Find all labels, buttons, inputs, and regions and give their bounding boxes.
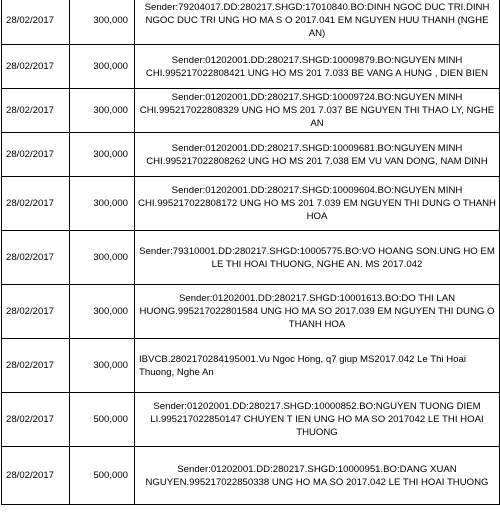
date-cell: 28/02/2017	[2, 89, 70, 133]
amount-cell: 300,000	[70, 285, 135, 339]
date-cell: 28/02/2017	[2, 231, 70, 285]
date-cell: 28/02/2017	[2, 339, 70, 393]
table-row	[2, 0, 500, 45]
amount-cell: 300,000	[70, 231, 135, 285]
amount-cell: 300,000	[70, 133, 135, 177]
description-cell: Sender:01202001.DD:280217.SHGD:10009724.BO:NGUYEN MINH CHI.995217022808329 UNG HO MS 201 7.037 BE NGUYEN THI THAO LY, NGHE AN	[135, 89, 500, 133]
amount-cell: 300,000	[70, 45, 135, 89]
date-cell: 28/02/2017	[2, 177, 70, 231]
description-cell: Sender:01202001.DD:280217.SHGD:10009604.BO:NGUYEN MINH CHI.995217022808172 UNG HO MS 201 7.039 EM NGUYEN THI DUNG O THANH HOA	[135, 177, 500, 231]
description-cell: Sender:79310001.DD:280217.SHGD:10005775.BO:VO HOANG SON.UNG HO EM LE THI HOAI THUONG, NGHE AN. MS 2017.042	[135, 231, 500, 285]
table-row	[2, 447, 500, 505]
date-cell: 28/02/2017	[2, 45, 70, 89]
table-row	[2, 231, 500, 285]
date-cell: 28/02/2017	[2, 0, 70, 45]
table-row	[2, 285, 500, 339]
table-row	[2, 339, 500, 393]
description-cell: Sender:01202001.DD:280217.SHGD:10001613.BO:DO THI LAN HUONG.995217022801584 UNG HO MA SO 2017.039 EM NGUYEN THI DUNG O THANH HOA	[135, 285, 500, 339]
amount-cell: 300,000	[70, 0, 135, 45]
date-cell: 28/02/2017	[2, 447, 70, 505]
transactions-table	[1, 0, 500, 505]
table-row	[2, 133, 500, 177]
description-cell: Sender:79204017.DD:280217.SHGD:17010840.BO:DINH NGOC DUC TRI.DINH NGOC DUC TRI UNG HO MA S O 2017.041 EM NGUYEN HUU THANH (NGHE AN)	[135, 0, 500, 45]
amount-cell: 300,000	[70, 339, 135, 393]
date-cell: 28/02/2017	[2, 285, 70, 339]
table-row	[2, 393, 500, 447]
description-cell: Sender:01202001.DD:280217.SHGD:10009681.BO:NGUYEN MINH CHI.995217022808262 UNG HO MS 201 7.038 EM VU VAN DONG, NAM DINH	[135, 133, 500, 177]
amount-cell: 300,000	[70, 177, 135, 231]
description-cell: Sender:01202001.DD:280217.SHGD:10000852.BO:NGUYEN TUONG DIEM LI.995217022850147 CHUYEN T IEN UNG HO MA SO 2017042 LE THI HOAI THUONG	[135, 393, 500, 447]
description-cell: IBVCB.2802170284195001.Vu Ngoc Hong, q7 giup MS2017.042 Le Thi Hoai Thuong, Nghe An	[135, 339, 500, 393]
amount-cell: 300,000	[70, 89, 135, 133]
table-row	[2, 89, 500, 133]
description-cell: Sender:01202001.DD:280217.SHGD:10000951.BO:DANG XUAN NGUYEN.995217022850338 UNG HO MA SO 2017.042 LE THI HOAI THUONG	[135, 447, 500, 505]
date-cell: 28/02/2017	[2, 393, 70, 447]
table-row	[2, 177, 500, 231]
date-cell: 28/02/2017	[2, 133, 70, 177]
table-row	[2, 45, 500, 89]
description-cell: Sender:01202001.DD:280217.SHGD:10009879.BO:NGUYEN MINH CHI.995217022808421 UNG HO MS 201 7.033 BE VANG A HUNG , DIEN BIEN	[135, 45, 500, 89]
amount-cell: 500,000	[70, 393, 135, 447]
amount-cell: 500,000	[70, 447, 135, 505]
